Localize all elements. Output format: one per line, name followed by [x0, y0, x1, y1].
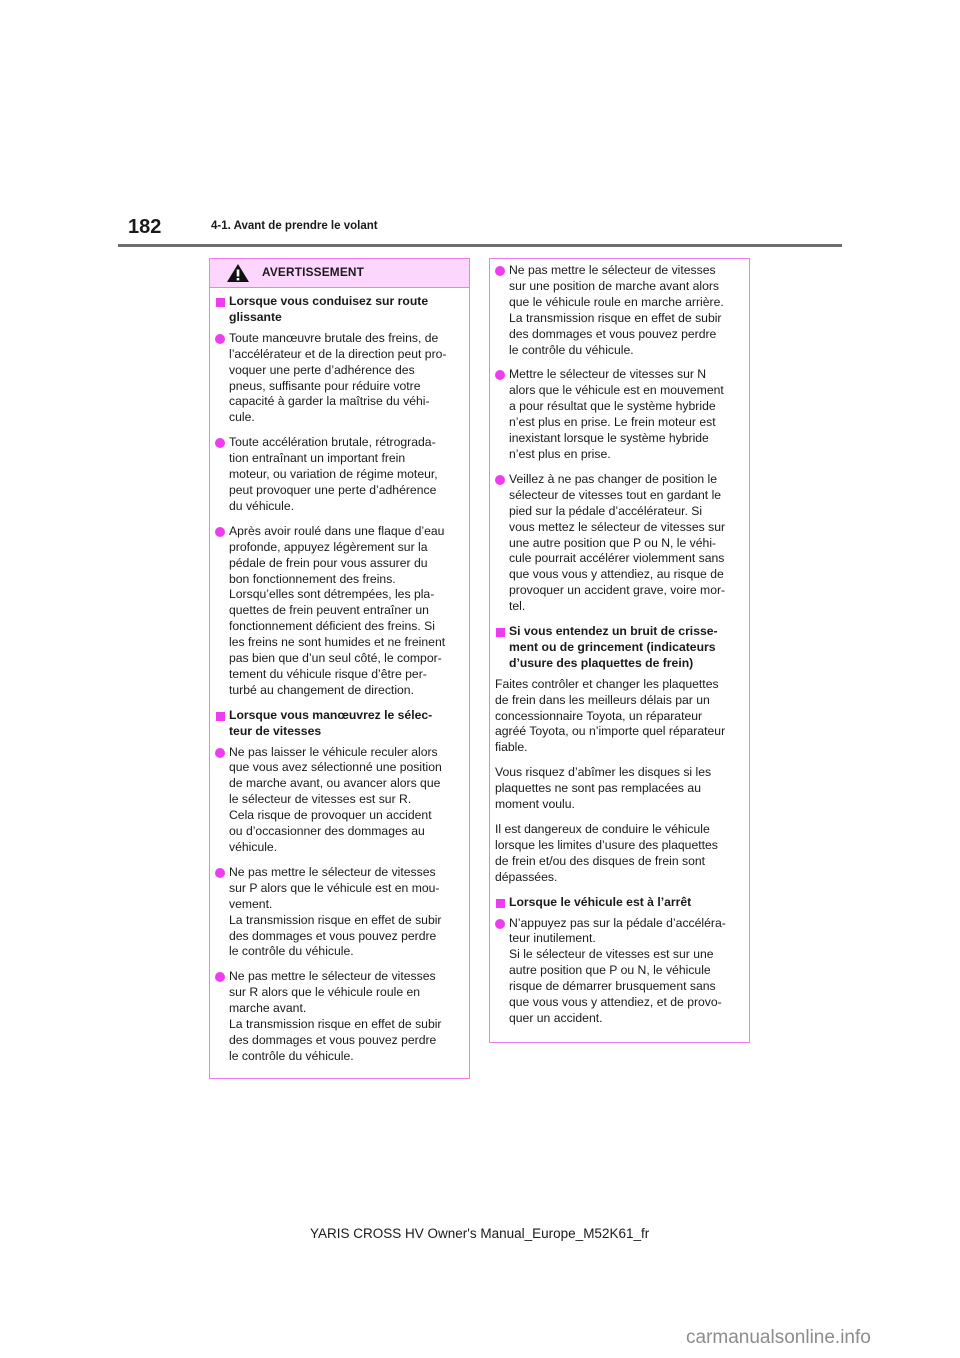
warning-box-continued [489, 258, 750, 1043]
section-heading-gear-selector: Lorsque vous manœuvrez le sélec- teur de vitesses [215, 708, 461, 740]
circle-bullet-icon [215, 438, 225, 448]
list-item: Mettre le sélecteur de vitesses sur N alors que le véhicule est en mouvement a pour résultat que le système hybride n’est plus en prise. Le frein moteur est inexistant lorsque le système hybride n’est plus en prise. [495, 367, 741, 462]
list-item: Après avoir roulé dans une flaque d’eau profonde, appuyez légèrement sur la pédale de frein pour vous assurer du bon fonctionnement des freins. Lorsqu’elles sont détrempées, les pla- quettes de frein peuvent entraîner un fonctionnement déficient des freins. Si les freins ne sont humides et ne freinent pas bien que d’un seul côté, le compor- tement du véhicule risque d’être per- turbé au changement de direction. [215, 524, 461, 699]
section-heading-slippery-road: Lorsque vous conduisez sur route glissante [215, 294, 461, 326]
circle-bullet-icon [215, 868, 225, 878]
list-item: Ne pas mettre le sélecteur de vitesses sur P alors que le véhicule est en mou- vement. La transmission risque en effet de subir des dommages et vous pouvez perdre le contrôle du véhicule. [215, 865, 461, 960]
section-heading-brake-noise: Si vous entendez un bruit de crisse- ment ou de grincement (indicateurs d’usure des plaquettes de frein) [495, 624, 741, 672]
list-item: Veillez à ne pas changer de position le sélecteur de vitesses tout en gardant le pied sur la pédale d’accélérateur. Si vous mettez le sélecteur de vitesses sur une autre position que P ou N, le véhi- cule pourrait accélérer violemment sans que vous vous y attendiez, au risque de provoquer un accident grave, voire mor- tel. [495, 472, 741, 615]
paragraph: Faites contrôler et changer les plaquettes de frein dans les meilleurs délais par un concessionnaire Toyota, un réparateur agréé Toyota, ou n’importe quel réparateur fiable. [495, 676, 726, 755]
page-number: 182 [128, 216, 162, 238]
left-column-content [210, 288, 469, 1065]
list-item: N’appuyez pas sur la pédale d’accéléra- teur inutilement. Si le sélecteur de vitesses est sur une autre position que P ou N, le véhicule risque de démarrer brusquement sans que vous vous y attendiez, et de provo- quer un accident. [495, 916, 741, 1027]
paragraph: Vous risquez d’abîmer les disques si les plaquettes ne sont pas remplacées au moment voulu. [495, 765, 712, 812]
list-item: Ne pas mettre le sélecteur de vitesses sur une position de marche avant alors que le véhicule roule en marche arrière. La transmission risque en effet de subir des dommages et vous pouvez perdre le contrôle du véhicule. [495, 263, 741, 358]
warning-title: AVERTISSEMENT [262, 265, 365, 280]
square-bullet-icon [496, 628, 505, 637]
circle-bullet-icon [215, 334, 225, 344]
warning-header [210, 259, 469, 288]
circle-bullet-icon [495, 475, 505, 485]
manual-footer: YARIS CROSS HV Owner's Manual_Europe_M52K61_fr [310, 1226, 650, 1241]
section-title: 4-1. Avant de prendre le volant [211, 220, 378, 232]
square-bullet-icon [216, 712, 225, 721]
warning-box [209, 258, 470, 1079]
circle-bullet-icon [495, 919, 505, 929]
list-item: Toute manœuvre brutale des freins, de l’accélérateur et de la direction peut pro- voquer une perte d’adhérence des pneus, suffisante pour réduire votre capacité à garder la maîtrise du véhi- cule. [215, 331, 461, 426]
circle-bullet-icon [215, 972, 225, 982]
circle-bullet-icon [495, 266, 505, 276]
list-item: Ne pas mettre le sélecteur de vitesses sur R alors que le véhicule roule en marche avant. La transmission risque en effet de subir des dommages et vous pouvez perdre le contrôle du véhicule. [215, 969, 461, 1064]
square-bullet-icon [496, 899, 505, 908]
warning-triangle-icon [226, 263, 250, 283]
circle-bullet-icon [495, 370, 505, 380]
right-column-content [490, 259, 749, 1027]
header-rule [118, 244, 842, 247]
paragraph: Il est dangereux de conduire le véhicule lorsque les limites d’usure des plaquettes de frein et/ou des disques de frein sont dépassées. [495, 822, 718, 884]
list-item: Ne pas laisser le véhicule reculer alors que vous avez sélectionné une position de marche avant, ou avancer alors que le sélecteur de vitesses est sur R. Cela risque de provoquer un accident ou d’occasionner des dommages au véhicule. [215, 745, 461, 856]
circle-bullet-icon [215, 527, 225, 537]
section-heading-vehicle-stopped: Lorsque le véhicule est à l’arrêt [495, 895, 741, 911]
list-item: Toute accélération brutale, rétrograda- tion entraînant un important frein moteur, ou variation de régime moteur, peut provoquer une perte d’adhérence du véhicule. [215, 435, 461, 515]
square-bullet-icon [216, 298, 225, 307]
watermark-link[interactable]: carmanualsonline.info [686, 1327, 871, 1348]
circle-bullet-icon [215, 748, 225, 758]
